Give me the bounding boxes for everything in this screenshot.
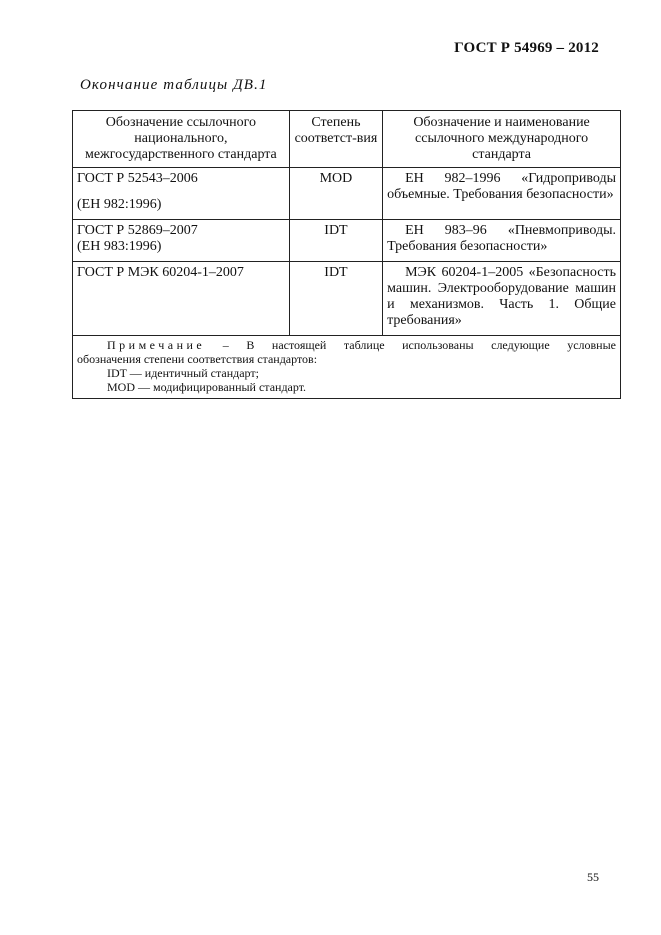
international-standard-cell <box>383 168 621 220</box>
table-row <box>73 168 621 220</box>
national-standard-cell <box>73 168 290 220</box>
table-row <box>73 220 621 262</box>
table-note <box>73 336 621 399</box>
degree-cell: IDT <box>289 262 382 336</box>
table-note-row <box>73 336 621 399</box>
table-header-row <box>73 111 621 168</box>
degree-cell: MOD <box>289 168 382 220</box>
table-row <box>73 262 621 336</box>
note-text-line2: обозначения степени соответствия стандартов: <box>77 352 318 366</box>
national-standard-cell <box>73 262 290 336</box>
spacer <box>77 187 285 197</box>
international-standard-text: ЕН 983–96 «Пневмоприводы. Требования безопасности» <box>387 223 616 254</box>
national-standard-source: (ЕН 983:1996) <box>77 239 162 254</box>
international-standard-text: ЕН 982–1996 «Гидроприводы объемные. Требования безопасности» <box>387 171 616 202</box>
reference-standards-table <box>72 110 621 399</box>
international-standard-cell <box>383 262 621 336</box>
note-text-line1: – В настоящей таблице использованы следующие условные <box>205 338 616 352</box>
note-item-idt: IDT — идентичный стандарт; <box>107 366 259 380</box>
national-standard-code: ГОСТ Р МЭК 60204-1–2007 <box>77 265 244 280</box>
international-standard-text: МЭК 60204-1–2005 «Безопасность машин. Электрооборудование машин и механизмов. Часть 1. Общие требования» <box>387 265 616 328</box>
page-number: 55 <box>587 870 599 884</box>
international-standard-cell <box>383 220 621 262</box>
national-standard-source: (ЕН 982:1996) <box>77 197 162 212</box>
note-first-line <box>77 338 616 352</box>
national-standard-code: ГОСТ Р 52543–2006 <box>77 171 198 186</box>
column-header-international-standard: Обозначение и наименование ссылочного международного стандарта <box>383 111 621 168</box>
national-standard-code: ГОСТ Р 52869–2007 <box>77 223 198 238</box>
table-caption: Окончание таблицы ДВ.1 <box>80 77 268 93</box>
note-item-mod: MOD — модифицированный стандарт. <box>107 380 307 394</box>
document-standard-code: ГОСТ Р 54969 – 2012 <box>454 40 599 56</box>
national-standard-cell <box>73 220 290 262</box>
note-label: Примечание <box>107 338 206 352</box>
degree-cell: IDT <box>289 220 382 262</box>
column-header-degree: Степень соответст-вия <box>289 111 382 168</box>
column-header-national-standard: Обозначение ссылочного национального, межгосударственного стандарта <box>73 111 290 168</box>
